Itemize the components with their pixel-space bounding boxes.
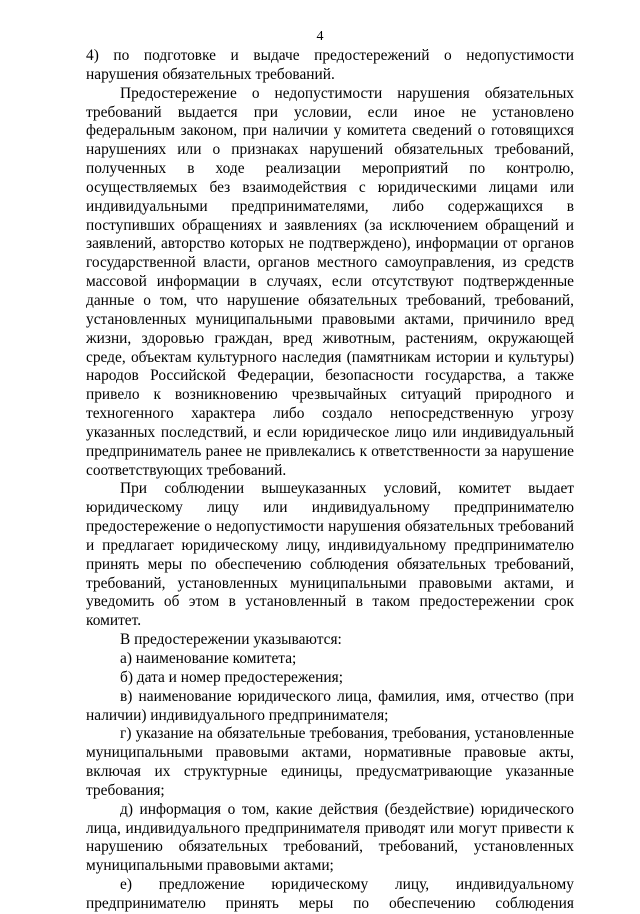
paragraph-warning-contents-intro: В предостережении указываются: — [120, 631, 342, 649]
paragraph-warning-conditions: Предостережение о недопустимости нарушения обязательных требований выдается при условии, если иное не установлено федеральным законом, при наличии у комитета сведений о готовящихся нарушениях или о признаках нарушений обязательных требований, полученных в ходе реализации мероприятий по контролю, осуществляемых без взаимодействия с юридическими лицами или индивидуальными предпринимателями, либо содержащихся в поступивших обращениях и заявлениях (за исключением обращений и заявлений, авторство которых не подтверждено), информации от органов государственной власти, органов местного самоуправления, из средств массовой информации в случаях, если отсутствуют подтвержденные данные о том, что нарушение обязательных требований, требований, установленных муниципальными правовыми актами, причинило вред жизни, здоровью граждан, вред животным, растениям, окружающей среде, объектам культурного наследия (памятникам истории и культуры) народов Российской Федерации, безопасности государства, а также привело к возникновению чрезвычайных ситуаций природного и техногенного характера либо создало непосредственную угрозу указанных последствий, и если юридическое лицо или индивидуальный предприниматель ранее не привлекались к ответственности за нарушение соответствующих требований. — [86, 84, 574, 479]
list-item-v: в) наименование юридического лица, фамилия, имя, отчество (при наличии) индивидуального предпринимателя; — [86, 687, 574, 724]
list-item-b: б) дата и номер предостережения; — [120, 668, 343, 686]
document-body — [86, 47, 574, 914]
paragraph-committee-issues: При соблюдении вышеуказанных условий, комитет выдает юридическому лицу или индивидуальному предпринимателю предостережение о недопустимости нарушения обязательных требований и предлагает юридическому лицу, индивидуальному предпринимателю принять меры по обеспечению соблюдения обязательных требований, требований, установленных муниципальными правовыми актами, и уведомить об этом в установленный в таком предостережении срок комитет. — [86, 480, 574, 630]
list-item-a: а) наименование комитета; — [120, 650, 297, 667]
paragraph-item-4: 4) по подготовке и выдаче предостережений о недопустимости нарушения обязательных требований. — [86, 47, 574, 83]
list-item-g: г) указание на обязательные требования, требования, установленные муниципальными правовыми актами, нормативные правовые акты, включая их структурные единицы, предусматривающие указанные требования; — [86, 725, 574, 799]
page-number: 4 — [316, 29, 324, 44]
list-item-d: д) информация о том, какие действия (бездействие) юридического лица, индивидуального предпринимателя приводят или могут привести к нарушению обязательных требований, требований, установленных муниципальными правовыми актами; — [86, 800, 574, 875]
list-item-e: е) предложение юридическому лицу, индивидуальному предпринимателю принять меры по обеспечению соблюдения — [86, 876, 574, 912]
